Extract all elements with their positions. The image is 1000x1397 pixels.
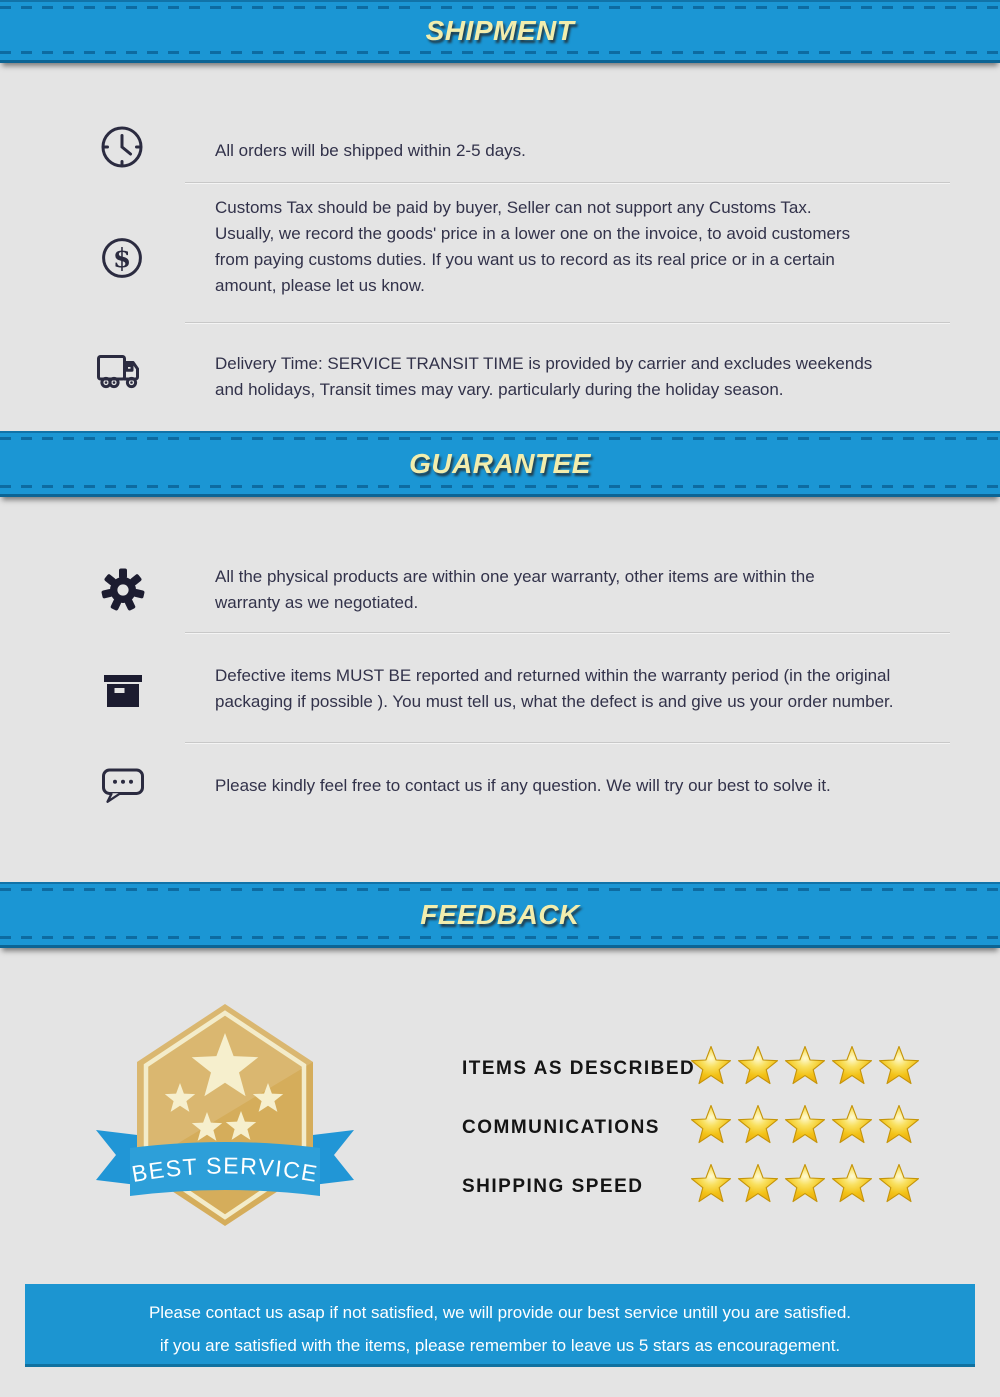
feedback-banner: [0, 882, 1000, 948]
truck-icon: [96, 352, 148, 392]
text-line: All the physical products are within one year warranty, other items are within the: [215, 567, 815, 586]
divider: [185, 322, 950, 323]
dollar-icon: [100, 236, 144, 280]
shipment-item-text: [215, 195, 850, 299]
text-line: packaging if possible ). You must tell us, what the defect is and give us your order number.: [215, 692, 894, 711]
footer-line: if you are satisfied with the items, please remember to leave us 5 stars as encouragement.: [159, 1336, 841, 1355]
star-icon: [688, 1105, 734, 1149]
star-icon: [782, 1164, 828, 1208]
text-line: amount, please let us know.: [215, 276, 425, 295]
text-line: and holidays, Transit times may vary. particularly during the holiday season.: [215, 380, 784, 399]
text-line: Usually, we record the goods' price in a lower one on the invoice, to avoid customers: [215, 224, 851, 243]
shipment-banner: [0, 0, 1000, 63]
guarantee-item-text: [215, 773, 831, 799]
rating-stars: [688, 1105, 923, 1149]
star-icon: [688, 1164, 734, 1208]
rating-label: SHIPPING SPEED: [462, 1176, 644, 1197]
star-icon: [735, 1164, 781, 1208]
rating-stars: [688, 1046, 923, 1090]
text-line: Delivery Time: SERVICE TRANSIT TIME is provided by carrier and excludes weekends: [215, 354, 873, 373]
shipment-item-text: [215, 138, 526, 164]
shipment-title: SHIPMENT: [425, 15, 575, 46]
star-icon: [876, 1105, 922, 1149]
rating-label: COMMUNICATIONS: [462, 1117, 660, 1138]
star-icon: [735, 1046, 781, 1090]
star-icon: [829, 1164, 875, 1208]
star-icon: [876, 1164, 922, 1208]
text-line: Customs Tax should be paid by buyer, Seller can not support any Customs Tax.: [215, 198, 812, 217]
clock-icon: [99, 124, 145, 170]
guarantee-banner: [0, 431, 1000, 497]
star-icon: [782, 1046, 828, 1090]
star-icon: [735, 1105, 781, 1149]
rating-label: ITEMS AS DESCRIBED: [462, 1058, 696, 1079]
divider: [185, 742, 950, 743]
text-line: Defective items MUST BE reported and returned within the warranty period (in the original: [215, 666, 891, 685]
star-icon: [688, 1046, 734, 1090]
star-icon: [782, 1105, 828, 1149]
star-icon: [829, 1046, 875, 1090]
rating-stars: [688, 1164, 923, 1208]
box-icon: [101, 669, 145, 713]
shipment-item-text: [215, 351, 872, 403]
svg-text:$: $: [112, 244, 132, 274]
badge-label: BEST SERVICE: [129, 1152, 321, 1188]
divider: [185, 182, 950, 183]
footer-line: Please contact us asap if not satisfied, we will provide our best service untill you are satisfied.: [148, 1303, 852, 1322]
footer-notice: [25, 1284, 975, 1367]
star-icon: [829, 1105, 875, 1149]
gear-icon: [100, 567, 146, 613]
divider: [185, 632, 950, 633]
guarantee-title: GUARANTEE: [409, 447, 591, 479]
text-line: All orders will be shipped within 2-5 days.: [215, 141, 526, 160]
star-icon: [876, 1046, 922, 1090]
text-line: from paying customs duties. If you want us to record as its real price or in a certain: [215, 250, 835, 269]
text-line: warranty as we negotiated.: [215, 593, 419, 612]
chat-icon: [100, 763, 146, 809]
text-line: Please kindly feel free to contact us if any question. We will try our best to solve it.: [215, 776, 831, 795]
guarantee-item-text: [215, 663, 894, 715]
best-service-badge: [90, 998, 360, 1248]
guarantee-item-text: [215, 564, 815, 616]
feedback-title: FEEDBACK: [420, 898, 580, 930]
